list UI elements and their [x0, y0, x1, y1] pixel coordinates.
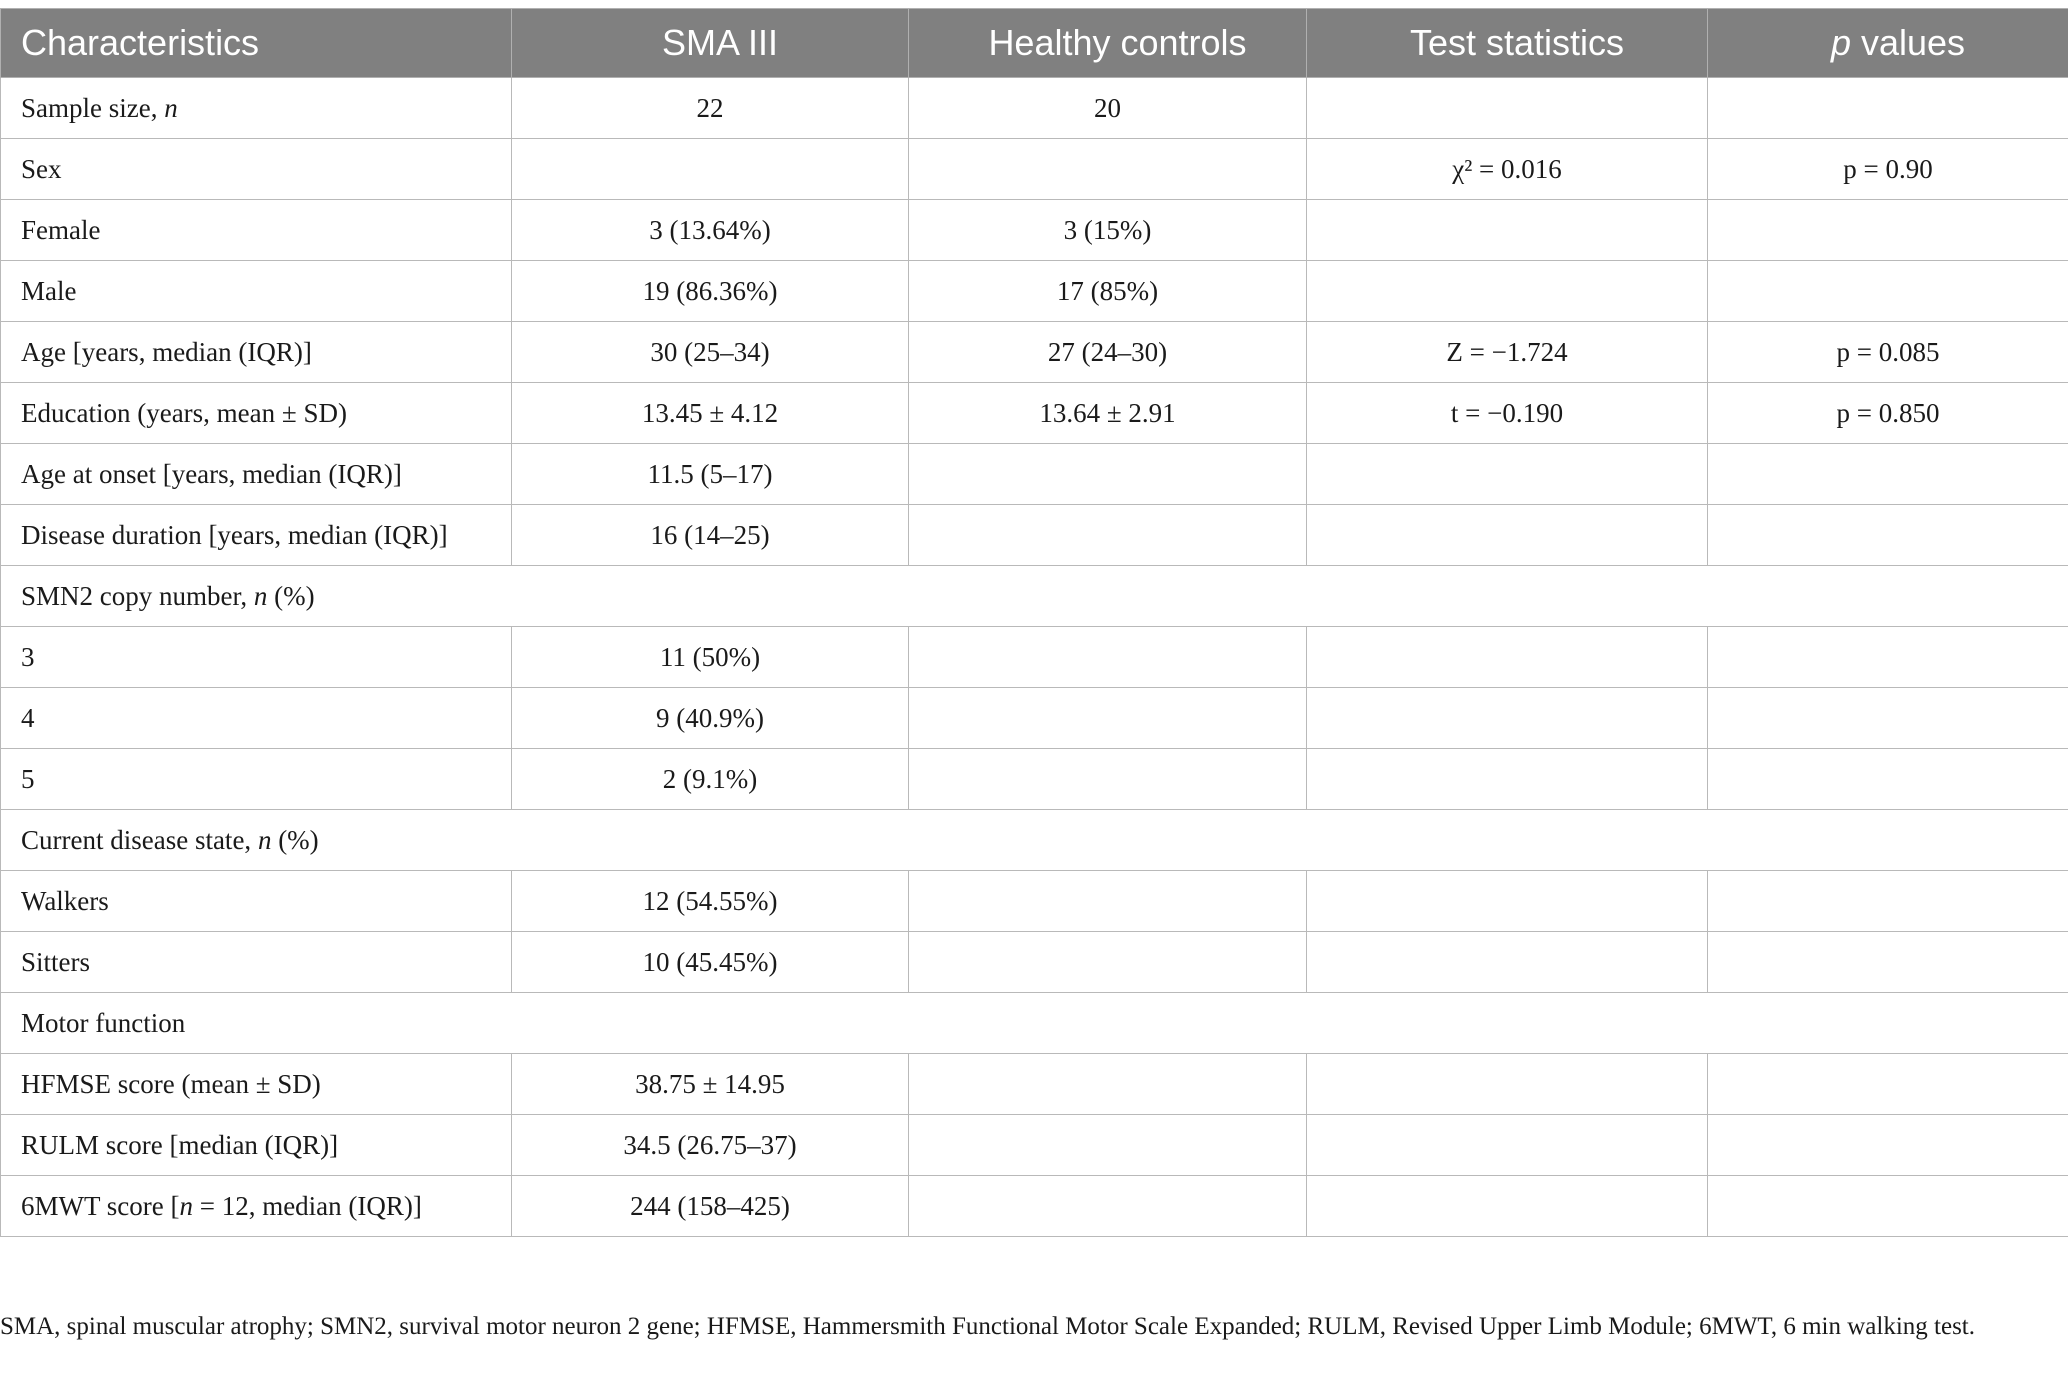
row-label-italic: n [164, 92, 178, 123]
table-row [1, 932, 2068, 993]
cell-c2 [909, 444, 1307, 505]
row-label: 5 [21, 763, 35, 794]
cell-c4 [1708, 1054, 2068, 1115]
row-label: 6MWT score [ [21, 1190, 180, 1221]
cell-c4: p = 0.085 [1708, 322, 2068, 383]
row-label: Sex [21, 153, 62, 184]
cell-c4 [1708, 444, 2068, 505]
row-label-suffix: = 12, median (IQR)] [192, 1190, 422, 1221]
row-label-cell [1, 78, 512, 139]
characteristics-table [0, 8, 2068, 1237]
cell-c4: p = 0.90 [1708, 139, 2068, 200]
row-label: Age at onset [years, median (IQR)] [21, 458, 402, 489]
cell-c3 [1307, 749, 1708, 810]
cell-c1: 34.5 (26.75–37) [512, 1115, 909, 1176]
header-row [1, 9, 2068, 78]
cell-c3 [1307, 688, 1708, 749]
row-label-italic: n [257, 824, 272, 855]
row-label: Sitters [21, 946, 91, 977]
cell-c2 [909, 505, 1307, 566]
row-label: 4 [21, 702, 35, 733]
cell-c2 [909, 1176, 1307, 1237]
row-label-cell [1, 688, 512, 749]
row-label-cell [1, 1176, 512, 1237]
cell-c1: 16 (14–25) [512, 505, 909, 566]
cell-c1: 3 (13.64%) [512, 200, 909, 261]
row-label-cell [1, 139, 512, 200]
cell-c2 [909, 1054, 1307, 1115]
cell-c3 [1307, 1115, 1708, 1176]
row-label-cell [1, 383, 512, 444]
cell-c4 [1708, 871, 2068, 932]
row-label-cell [1, 444, 512, 505]
cell-c1: 13.45 ± 4.12 [512, 383, 909, 444]
row-label: Male [21, 275, 77, 306]
cell-c1: 10 (45.45%) [512, 932, 909, 993]
cell-c3 [1307, 78, 1708, 139]
header-sma-iii: SMA III [512, 9, 909, 78]
cell-c4 [1708, 505, 2068, 566]
cell-c4 [1708, 261, 2068, 322]
cell-c2: 13.64 ± 2.91 [909, 383, 1307, 444]
cell-c3 [1307, 932, 1708, 993]
row-label: Sample size, [21, 92, 165, 123]
header-p-values: p values [1708, 9, 2068, 78]
section-label-cell [1, 566, 2068, 627]
row-label: Age [years, median (IQR)] [21, 336, 312, 367]
table-row [1, 993, 2068, 1054]
cell-c3: t = −0.190 [1307, 383, 1708, 444]
section-label-cell [1, 810, 2068, 871]
cell-c1 [512, 139, 909, 200]
cell-c1: 22 [512, 78, 909, 139]
row-label-cell [1, 322, 512, 383]
cell-c2 [909, 871, 1307, 932]
cell-c4 [1708, 200, 2068, 261]
cell-c4 [1708, 932, 2068, 993]
cell-c2: 20 [909, 78, 1307, 139]
cell-c3 [1307, 200, 1708, 261]
table-row [1, 1115, 2068, 1176]
cell-c3 [1307, 1054, 1708, 1115]
row-label-cell [1, 749, 512, 810]
cell-c2: 3 (15%) [909, 200, 1307, 261]
cell-c2: 17 (85%) [909, 261, 1307, 322]
row-label-cell [1, 627, 512, 688]
cell-c2 [909, 1115, 1307, 1176]
cell-c1: 9 (40.9%) [512, 688, 909, 749]
row-label: Female [21, 214, 101, 245]
table-row [1, 871, 2068, 932]
table-row [1, 688, 2068, 749]
table-row [1, 200, 2068, 261]
table-container [0, 8, 2068, 1237]
cell-c2 [909, 139, 1307, 200]
row-label-cell [1, 261, 512, 322]
table-row [1, 444, 2068, 505]
cell-c4 [1708, 1176, 2068, 1237]
cell-c1: 11.5 (5–17) [512, 444, 909, 505]
row-label-cell [1, 505, 512, 566]
row-label: RULM score [median (IQR)] [21, 1129, 339, 1160]
cell-c1: 244 (158–425) [512, 1176, 909, 1237]
cell-c2 [909, 749, 1307, 810]
table-body [1, 78, 2068, 1237]
cell-c3 [1307, 261, 1708, 322]
cell-c4 [1708, 78, 2068, 139]
row-label-italic: n [179, 1190, 193, 1221]
table-row [1, 322, 2068, 383]
row-label-italic: n [253, 580, 268, 611]
cell-c1: 19 (86.36%) [512, 261, 909, 322]
cell-c1: 11 (50%) [512, 627, 909, 688]
cell-c4 [1708, 627, 2068, 688]
cell-c1: 38.75 ± 14.95 [512, 1054, 909, 1115]
cell-c3 [1307, 505, 1708, 566]
cell-c4 [1708, 1115, 2068, 1176]
cell-c3 [1307, 1176, 1708, 1237]
row-label: 3 [21, 641, 35, 672]
row-label: Disease duration [years, median (IQR)] [21, 519, 448, 550]
cell-c3 [1307, 627, 1708, 688]
cell-c4 [1708, 688, 2068, 749]
cell-c1: 12 (54.55%) [512, 871, 909, 932]
table-row [1, 139, 2068, 200]
cell-c2: 27 (24–30) [909, 322, 1307, 383]
table-row [1, 566, 2068, 627]
header-test-statistics: Test statistics [1307, 9, 1708, 78]
row-label: Walkers [21, 885, 109, 916]
table-row [1, 1176, 2068, 1237]
row-label-suffix: (%) [271, 824, 319, 855]
cell-c3 [1307, 444, 1708, 505]
cell-c1: 30 (25–34) [512, 322, 909, 383]
row-label-cell [1, 200, 512, 261]
table-row [1, 749, 2068, 810]
header-characteristics: Characteristics [1, 9, 512, 78]
cell-c2 [909, 627, 1307, 688]
table-row [1, 383, 2068, 444]
row-label: SMN2 copy number, [21, 580, 254, 611]
section-label-cell [1, 993, 2068, 1054]
cell-c3: χ² = 0.016 [1307, 139, 1708, 200]
row-label: Current disease state, [21, 824, 258, 855]
row-label: Motor function [21, 1007, 186, 1038]
cell-c3: Z = −1.724 [1307, 322, 1708, 383]
header-p-letter: p [1830, 22, 1851, 63]
table-row [1, 505, 2068, 566]
row-label: HFMSE score (mean ± SD) [21, 1068, 321, 1099]
cell-c3 [1307, 871, 1708, 932]
row-label: Education (years, mean ± SD) [21, 397, 347, 428]
cell-c4: p = 0.850 [1708, 383, 2068, 444]
table-row [1, 1054, 2068, 1115]
table-row [1, 810, 2068, 871]
row-label-suffix: (%) [267, 580, 315, 611]
row-label-cell [1, 871, 512, 932]
table-row [1, 78, 2068, 139]
cell-c4 [1708, 749, 2068, 810]
row-label-cell [1, 1115, 512, 1176]
table-row [1, 627, 2068, 688]
cell-c2 [909, 688, 1307, 749]
table-row [1, 261, 2068, 322]
table-footnote: SMA, spinal muscular atrophy; SMN2, survival motor neuron 2 gene; HFMSE, Hammersmith Functional Motor Scale Expanded; RULM, Revised Upper Limb Module; 6MWT, 6 min walking test. [0, 1313, 1975, 1340]
row-label-cell [1, 932, 512, 993]
cell-c1: 2 (9.1%) [512, 749, 909, 810]
row-label-cell [1, 1054, 512, 1115]
header-healthy-controls: Healthy controls [909, 9, 1307, 78]
cell-c2 [909, 932, 1307, 993]
